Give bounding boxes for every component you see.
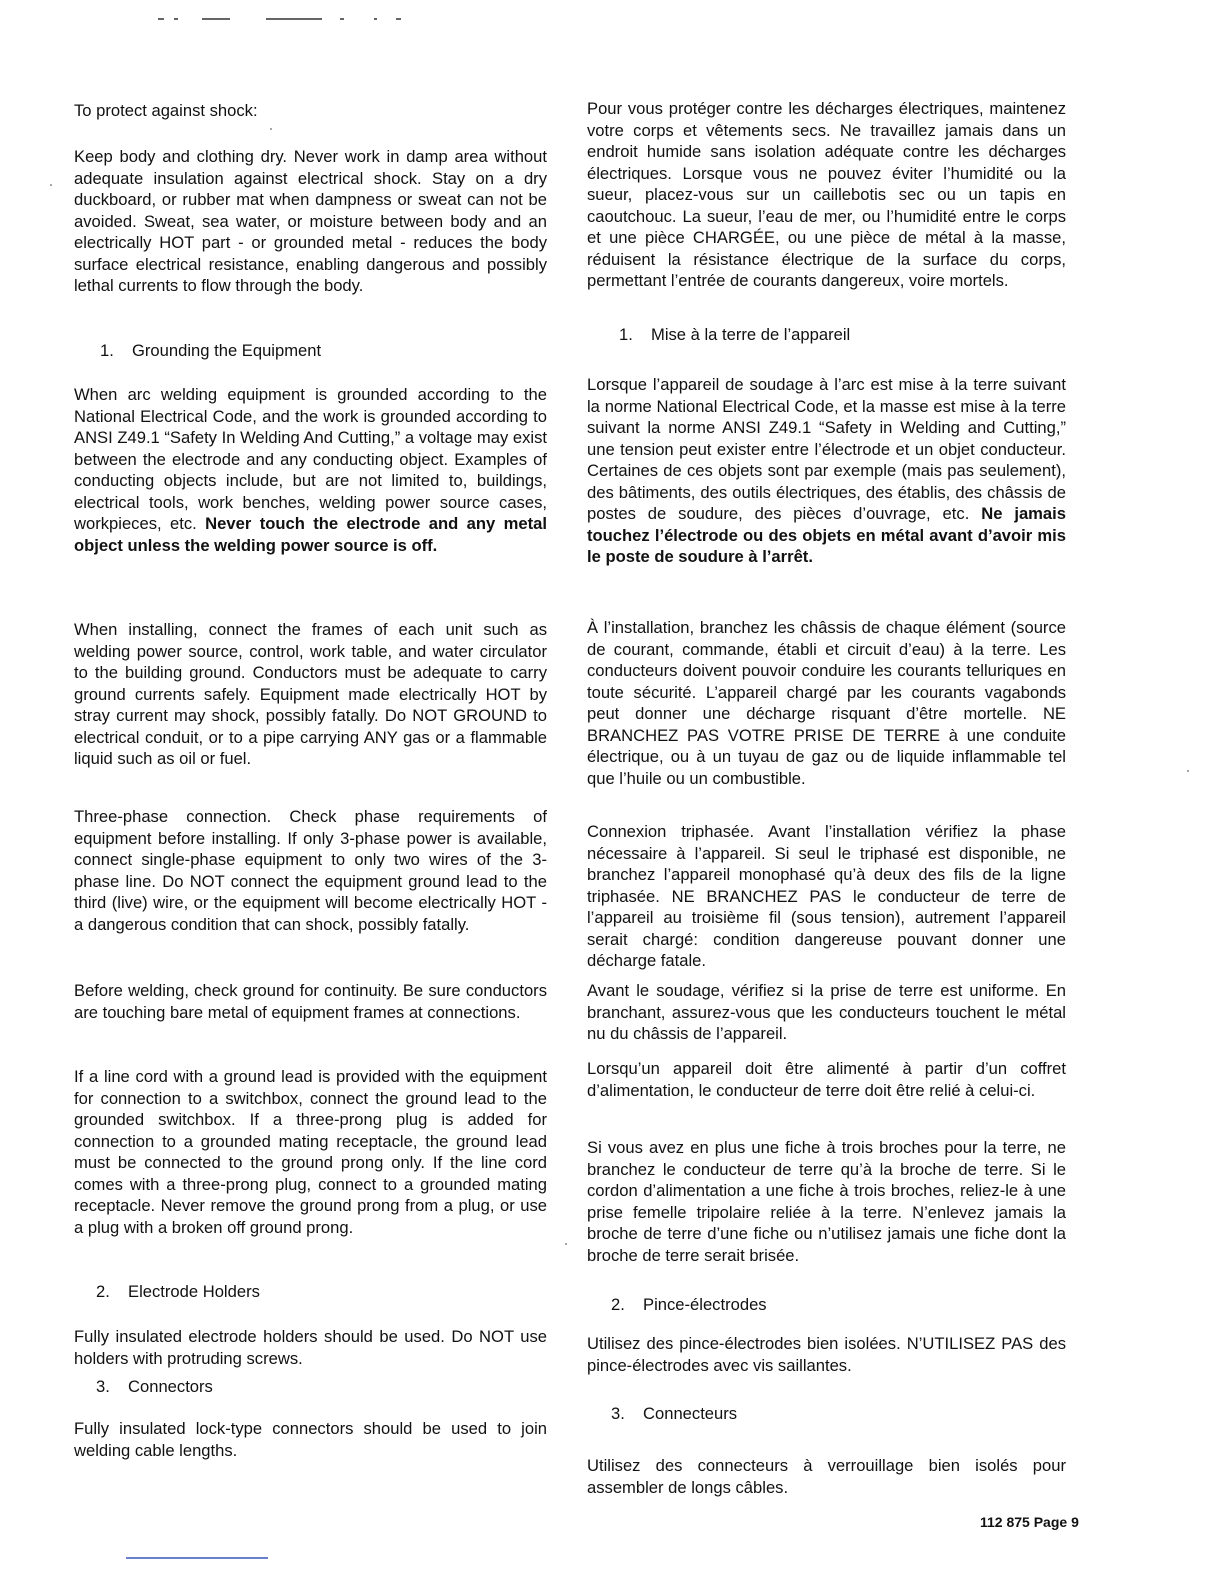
section-heading-electrode-holders <box>96 1281 260 1303</box>
scan-speck <box>50 184 52 186</box>
paragraph-electrode-holders-fr: Utilisez des pince-électrodes bien isolées. N’UTILISEZ PAS des pince-électrodes avec vis saillantes. <box>587 1334 1066 1375</box>
section-heading-grounding-fr <box>619 324 850 346</box>
paragraph-line-cord-fr: Lorsqu’un appareil doit être alimenté à partir d’un coffret d’alimentation, le conducteur de terre doit être relié à celui-ci. <box>587 1059 1066 1100</box>
scan-speck <box>565 1243 567 1245</box>
paragraph-installing: When installing, connect the frames of each unit such as welding power source, control, work table, and water circulator to the building ground. Conductors must be adequate to carry ground currents safely. Equipment made electrically HOT by stray current may shock, possibly fatally. Do NOT GROUND to electrical conduit, or to a pipe carrying ANY gas or a flammable liquid such as oil or fuel. <box>74 620 547 768</box>
scan-artifact-top <box>150 18 410 22</box>
grounding-text-fr: Lorsque l’appareil de soudage à l’arc est mise à la terre suivant la norme National Electrical Code, et la masse est mise à la terre suivant la norme ANSI Z49.1 “Safety in Welding and Cutting,” une tension peut exister entre l’électrode et un objet conducteur. Certaines de ces objets sont par exemple (mais pas seulement), des bâtiments, des outils électriques, des établis, des châssis de postes de soudure, des pièces d’ouvrage, etc. <box>587 375 1066 523</box>
paragraph-before-welding-fr: Avant le soudage, vérifiez si la prise de terre est uniforme. En branchant, assurez-vous que les conducteurs touchent le métal nu du châssis de l’appareil. <box>587 981 1066 1043</box>
section-title: Electrode Holders <box>128 1282 260 1301</box>
grounding-warning-fr: Ne jamais touchez l’électrode ou des objets en métal avant d’avoir mis le poste de soudure à l’arrêt. <box>587 504 1066 566</box>
section-title: Grounding the Equipment <box>132 341 322 360</box>
paragraph-keep-dry: Keep body and clothing dry. Never work in damp area without adequate insulation against electrical shock. Stay on a dry duckboard, or rubber mat when dampness or sweat can not be avoided. Sweat, sea water, or moisture between body and an electrically HOT part - or grounded metal - reduces the body surface electrical resistance, enabling dangerous and possibly lethal currents to flow through the body. <box>74 147 547 295</box>
paragraph-installing-fr: À l’installation, branchez les châssis de chaque élément (source de courant, commande, établi et circuit d’eau) à la terre. Les conducteurs doivent pouvoir conduire les courants telluriques en toute sécurité. L’appareil chargé par les courants vagabonds peut donner une décharge risquant d’être mortelle. NE BRANCHEZ PAS VOTRE PRISE DE TERRE à une conduite électrique, ou à un tuyau de gaz ou de liquide inflammable tel que l’huile ou un combustible. <box>587 618 1066 788</box>
scan-artifact-bottom <box>126 1557 268 1559</box>
section-title: Connectors <box>128 1377 213 1396</box>
paragraph-three-prong-fr: Si vous avez en plus une fiche à trois broches pour la terre, ne branchez le conducteur de terre qu’à la broche de terre. Si le cordon d’alimentation a une fiche à trois broches, reliez-le à une prise femelle tripolaire reliée à la terre. N’enlevez jamais la broche de terre d’une fiche ou n’utilisez jamais une fiche dont la broche de terre serait brisée. <box>587 1138 1066 1265</box>
grounding-text: When arc welding equipment is grounded according to the National Electrical Code, and the work is grounded according to ANSI Z49.1 “Safety In Welding And Cutting,” a voltage may exist between the electrode and any conducting object. Examples of conducting objects include, but are not limited to, buildings, electrical tools, work benches, welding power source cases, workpieces, etc. <box>74 385 547 533</box>
paragraph-connectors-fr: Utilisez des connecteurs à verrouillage bien isolés pour assembler de longs câbles. <box>587 1456 1066 1497</box>
section-heading-grounding <box>100 340 321 362</box>
paragraph-grounding <box>74 384 547 556</box>
paragraph-three-phase-fr: Connexion triphasée. Avant l’installation vérifiez la phase nécessaire à l’appareil. Si seul le triphasé est disponible, ne branchez l’appareil monophasé qu’à deux des fils de la ligne triphasée. NE BRANCHEZ PAS le conducteur de terre de l’appareil au troisième fil (sous tension), autrement l’appareil serait chargé: condition dangereuse pouvant donner une décharge fatale. <box>587 822 1066 970</box>
paragraph-electrode-holders: Fully insulated electrode holders should be used. Do NOT use holders with protruding screws. <box>74 1327 547 1368</box>
page-number: 112 875 Page 9 <box>980 1514 1079 1530</box>
intro-heading: To protect against shock: <box>74 101 258 120</box>
section-heading-electrode-holders-fr <box>611 1294 767 1316</box>
grounding-warning: Never touch the electrode and any metal object unless the welding power source is off. <box>74 514 547 555</box>
paragraph-grounding-fr <box>587 374 1066 568</box>
section-heading-connectors-fr <box>611 1403 737 1425</box>
section-number: 1. <box>619 325 633 344</box>
section-title: Pince-électrodes <box>643 1295 767 1314</box>
paragraph-before-welding: Before welding, check ground for continuity. Be sure conductors are touching bare metal of equipment frames at connections. <box>74 981 547 1022</box>
section-number: 2. <box>611 1295 625 1314</box>
paragraph-keep-dry-fr: Pour vous protéger contre les décharges électriques, maintenez votre corps et vêtements secs. Ne travaillez jamais dans un endroit humide sans isolation adéquate contre les décharges électriques. Lorsque vous ne pouvez éviter l’humidité ou la sueur, placez-vous sur un caillebotis sec ou un tapis en caoutchouc. La sueur, l’eau de mer, ou l’humidité entre le corps et une pièce CHARGÉE, ou une pièce de métal à la masse, réduisent la résistance électrique de la surface du corps, permettant l’entrée de courants dangereux, voire mortels. <box>587 99 1066 290</box>
section-heading-connectors <box>96 1376 213 1398</box>
scan-speck <box>1187 770 1189 772</box>
paragraph-three-phase: Three-phase connection. Check phase requirements of equipment before installing. If only 3-phase power is available, connect single-phase equipment to only two wires of the 3-phase line. Do NOT connect the equipment ground lead to the third (live) wire, or the equipment will become electrically HOT - a dangerous condition that can shock, possibly fatally. <box>74 807 547 934</box>
section-number: 3. <box>611 1404 625 1423</box>
scan-speck <box>270 128 272 130</box>
section-number: 2. <box>96 1282 110 1301</box>
paragraph-connectors: Fully insulated lock-type connectors should be used to join welding cable lengths. <box>74 1419 547 1460</box>
paragraph-line-cord: If a line cord with a ground lead is provided with the equipment for connection to a switchbox, connect the ground lead to the grounded switchbox. If a three-prong plug is added for connection to a grounded mating receptacle, the ground lead must be connected to the ground prong only. If the line cord comes with a three-prong plug, connect to a grounded mating receptacle. Never remove the ground prong from a plug, or use a plug with a broken off ground prong. <box>74 1067 547 1237</box>
section-number: 3. <box>96 1377 110 1396</box>
section-title: Mise à la terre de l’appareil <box>651 325 851 344</box>
section-title: Connecteurs <box>643 1404 738 1423</box>
section-number: 1. <box>100 341 114 360</box>
